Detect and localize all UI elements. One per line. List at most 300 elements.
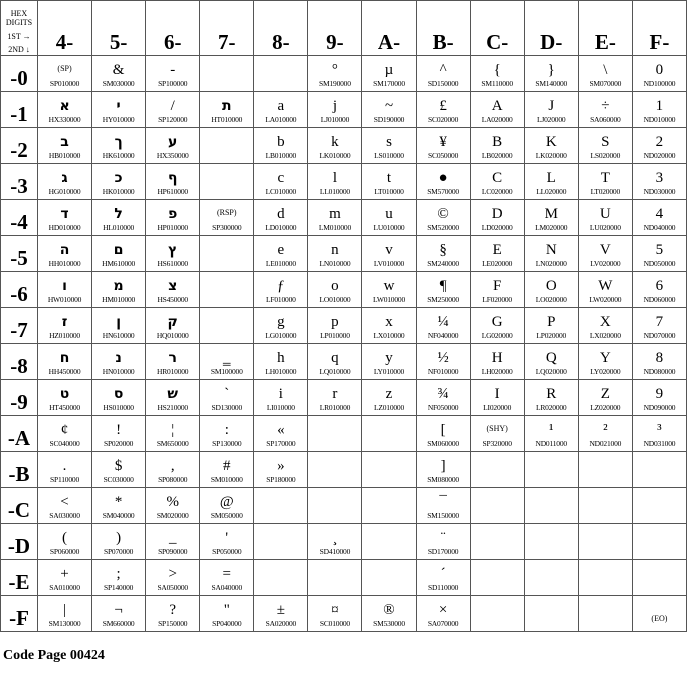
column-header-row [1,1,687,56]
graphic-char-id: LG020000 [481,331,513,340]
column-header: B- [416,1,470,56]
code-cell [200,272,254,308]
character-glyph [362,468,415,485]
character-glyph: A [491,98,503,114]
graphic-char-id: SP110000 [50,475,80,484]
character-glyph: C [492,170,503,186]
character-glyph: v [385,242,393,258]
code-cell [308,308,362,344]
character-glyph: P [547,314,556,330]
code-cell [254,200,308,236]
graphic-char-id [471,629,524,631]
character-glyph: ¢ [60,422,69,438]
character-glyph: ; [116,566,121,582]
character-glyph: c [277,170,285,186]
character-glyph [633,468,686,485]
character-glyph: s [386,134,392,150]
character-glyph: E [492,242,502,258]
code-cell [92,344,146,380]
code-cell [524,56,578,92]
code-cell [146,236,200,272]
character-glyph: V [599,242,611,258]
graphic-char-id: SC040000 [49,439,80,448]
table-row [1,380,687,416]
character-glyph: ¶ [439,278,447,294]
character-glyph: 6 [655,278,664,294]
code-cell [470,236,524,272]
graphic-char-id: HM610000 [102,259,136,268]
graphic-char-id: HN610000 [102,331,135,340]
code-cell [362,416,416,452]
graphic-char-id: SA030000 [49,511,80,520]
character-glyph: 4 [655,206,664,222]
graphic-char-id: SP170000 [266,439,296,448]
code-cell [362,344,416,380]
graphic-char-id: LZ010000 [373,403,405,412]
code-cell [470,560,524,596]
first-digit-label: 1ST → [7,32,31,41]
graphic-char-id: SD130000 [211,403,243,412]
graphic-char-id: SM170000 [373,79,405,88]
code-cell [254,92,308,128]
code-cell [146,344,200,380]
character-glyph: ה [59,242,70,258]
character-glyph: ƒ [277,278,285,294]
code-cell [578,416,632,452]
code-cell [524,272,578,308]
character-glyph: ^ [439,62,447,78]
graphic-char-id: LL010000 [319,187,350,196]
code-cell [632,524,686,560]
graphic-char-id: HB010000 [48,151,81,160]
column-header: E- [578,1,632,56]
graphic-char-id: SC030000 [103,475,134,484]
code-cell [578,380,632,416]
code-cell [200,380,254,416]
character-glyph: \ [603,62,608,78]
graphic-char-id: SP130000 [212,439,242,448]
graphic-char-id: ND020000 [643,151,676,160]
graphic-char-id: HH450000 [48,367,81,376]
code-cell [146,452,200,488]
code-cell [92,164,146,200]
code-cell [632,128,686,164]
code-cell [308,56,362,92]
code-cell [146,308,200,344]
code-cell [200,524,254,560]
code-cell [146,380,200,416]
character-glyph: ` [224,386,230,402]
character-glyph [308,468,361,485]
code-cell [416,488,470,524]
character-glyph: R [546,386,557,402]
code-cell [416,560,470,596]
graphic-char-id: HD010000 [48,223,81,232]
character-glyph: (SP) [57,64,72,73]
graphic-char-id [633,629,686,631]
code-cell [632,56,686,92]
graphic-char-id: SM520000 [427,223,459,232]
graphic-char-id: LA020000 [481,115,513,124]
character-glyph: b [277,134,285,150]
graphic-char-id: SC050000 [428,151,459,160]
character-glyph: ו [62,278,67,294]
code-cell [632,416,686,452]
code-cell [92,452,146,488]
character-glyph: ג [61,170,68,186]
code-cell [524,308,578,344]
graphic-char-id: SA020000 [265,619,297,628]
code-cell [38,200,92,236]
character-glyph: µ [384,62,394,78]
graphic-char-id: LK020000 [535,151,567,160]
code-cell [632,452,686,488]
graphic-char-id: LS020000 [590,151,621,160]
code-cell [578,524,632,560]
graphic-char-id: HY010000 [102,115,135,124]
code-cell [632,488,686,524]
character-glyph [471,468,524,485]
character-glyph: ± [276,602,285,618]
character-glyph [362,432,415,449]
graphic-char-id: SA060000 [590,115,621,124]
code-cell [254,524,308,560]
graphic-char-id: SM660000 [102,619,135,628]
character-glyph: £ [439,98,447,114]
character-glyph: } [547,62,555,78]
code-cell [524,200,578,236]
character-glyph: ¬ [114,602,123,618]
character-glyph: נ [115,350,122,366]
character-glyph: צ [168,278,178,294]
character-glyph: ן [116,314,122,330]
code-cell [416,308,470,344]
graphic-char-id: HS450000 [157,295,188,304]
character-glyph: z [385,386,393,402]
code-cell [470,200,524,236]
code-cell [92,308,146,344]
character-glyph: @ [219,494,234,510]
graphic-char-id: HX350000 [156,151,189,160]
character-glyph [471,540,524,557]
character-glyph: 5 [655,242,664,258]
character-glyph: ¯ [439,494,447,510]
graphic-char-id: SP300000 [212,223,242,232]
code-cell [200,344,254,380]
table-row [1,596,687,632]
graphic-char-id: LM010000 [318,223,351,232]
graphic-char-id: SM050000 [210,511,243,520]
graphic-char-id: SM650000 [156,439,189,448]
code-cell [362,380,416,416]
character-glyph: (EO) [651,614,668,623]
character-glyph [579,576,632,593]
graphic-char-id: HK610000 [102,151,135,160]
table-row [1,92,687,128]
character-glyph: K [545,134,557,150]
character-glyph: ק [167,314,178,330]
code-cell [146,488,200,524]
character-glyph: $ [114,458,123,474]
character-glyph [308,504,361,521]
column-header: 9- [308,1,362,56]
graphic-char-id: SM100000 [210,367,243,376]
code-cell [578,560,632,596]
row-header: -C [1,488,38,524]
code-cell [524,344,578,380]
graphic-char-id: SM040000 [102,511,135,520]
graphic-char-id: ND090000 [643,403,676,412]
code-cell [578,596,632,632]
code-cell [416,524,470,560]
character-glyph [525,504,578,521]
code-cell [362,272,416,308]
graphic-char-id: NF010000 [427,367,459,376]
character-glyph: M [544,206,558,222]
character-glyph [254,540,307,557]
character-glyph: ש [167,386,178,402]
graphic-char-id: HP010000 [157,223,188,232]
table-row [1,452,687,488]
row-header: -6 [1,272,38,308]
graphic-char-id: LY020000 [590,367,621,376]
character-glyph: ´ [440,566,446,582]
character-glyph: ] [440,458,446,474]
character-glyph: l [332,170,338,186]
code-cell [632,560,686,596]
code-cell [362,200,416,236]
graphic-char-id: ND030000 [643,187,676,196]
code-cell [146,128,200,164]
code-cell [416,56,470,92]
character-glyph: r [332,386,338,402]
character-glyph [200,72,253,89]
code-cell [254,56,308,92]
graphic-char-id: HP610000 [157,187,188,196]
character-glyph: ת [221,98,232,114]
graphic-char-id: SA010000 [49,583,80,592]
code-cell [92,560,146,596]
graphic-char-id: HK010000 [102,187,135,196]
character-glyph: ץ [168,242,178,258]
character-glyph: H [491,350,503,366]
character-glyph [200,180,253,197]
code-cell [632,164,686,200]
character-glyph [471,576,524,593]
character-glyph: ° [331,62,338,78]
code-cell [632,308,686,344]
graphic-char-id: HQ010000 [156,331,189,340]
code-cell [632,92,686,128]
character-glyph: ~ [384,98,394,114]
graphic-char-id: SA070000 [427,619,459,628]
code-cell [362,524,416,560]
character-glyph: { [493,62,501,78]
character-glyph: > [168,566,177,582]
character-glyph: 7 [655,314,664,330]
table-row [1,128,687,164]
code-cell [146,200,200,236]
character-glyph: 0 [655,62,664,78]
graphic-char-id: SP140000 [103,583,134,592]
code-cell [470,488,524,524]
graphic-char-id: SD190000 [373,115,405,124]
code-cell [524,524,578,560]
character-glyph: א [59,98,70,114]
code-cell [38,272,92,308]
character-glyph: # [223,458,231,474]
character-glyph [362,576,415,593]
graphic-char-id: SA050000 [157,583,188,592]
code-cell [92,416,146,452]
code-cell [632,596,686,632]
graphic-char-id: SP150000 [158,619,188,628]
table-row [1,416,687,452]
graphic-char-id: LR020000 [536,403,567,412]
code-cell [200,596,254,632]
code-cell [416,128,470,164]
code-cell [308,200,362,236]
character-glyph [254,576,307,593]
graphic-char-id: LI020000 [483,403,512,412]
graphic-char-id: LW020000 [589,295,622,304]
character-glyph: e [277,242,285,258]
hex-digits-corner [1,1,38,56]
code-cell [578,236,632,272]
graphic-char-id: HG010000 [48,187,81,196]
graphic-char-id: LX010000 [373,331,405,340]
row-header: -E [1,560,38,596]
graphic-char-id: NF050000 [427,403,459,412]
row-header: -3 [1,164,38,200]
row-header: -8 [1,344,38,380]
graphic-char-id: LQ020000 [535,367,567,376]
character-glyph: q [331,350,339,366]
character-glyph: N [545,242,557,258]
code-cell [362,128,416,164]
graphic-char-id: LT020000 [590,187,620,196]
code-cell [416,344,470,380]
graphic-char-id: HS010000 [103,403,134,412]
code-cell [38,560,92,596]
character-glyph: ‗ [223,350,231,366]
code-cell [146,416,200,452]
code-cell [362,308,416,344]
code-cell [146,596,200,632]
character-glyph: ¼ [437,314,449,330]
code-cell [92,128,146,164]
graphic-char-id: SM020000 [156,511,189,520]
code-cell [470,416,524,452]
character-glyph: | [63,602,67,618]
character-glyph: k [331,134,339,150]
character-glyph: " [223,602,230,618]
table-row [1,164,687,200]
character-glyph: I [494,386,500,402]
graphic-char-id: SD150000 [427,79,459,88]
character-glyph [471,612,524,629]
character-glyph: , [170,458,175,474]
graphic-char-id: HS210000 [157,403,188,412]
code-cell [92,236,146,272]
character-glyph: J [548,98,555,114]
graphic-char-id: LO020000 [535,295,567,304]
code-cell [524,236,578,272]
graphic-char-id: HZ010000 [49,331,80,340]
character-glyph: ! [116,422,122,438]
graphic-char-id: LN010000 [319,259,351,268]
code-cell [38,380,92,416]
graphic-char-id: SC010000 [319,619,350,628]
code-cell [254,452,308,488]
code-cell [146,272,200,308]
graphic-char-id: LW010000 [373,295,406,304]
graphic-char-id: LP010000 [320,331,350,340]
character-glyph: G [491,314,503,330]
character-glyph: ? [169,602,177,618]
code-cell [416,164,470,200]
graphic-char-id: LF020000 [482,295,512,304]
graphic-char-id: ND031000 [643,439,676,448]
graphic-char-id: SP320000 [482,439,512,448]
graphic-char-id: HT010000 [211,115,243,124]
code-cell [632,272,686,308]
code-cell [578,56,632,92]
character-glyph [254,72,307,89]
code-cell [92,524,146,560]
character-glyph [308,576,361,593]
code-cell [254,272,308,308]
code-cell [200,236,254,272]
code-cell [38,56,92,92]
table-row [1,344,687,380]
character-glyph: w [383,278,395,294]
character-glyph: t [386,170,392,186]
character-glyph: _ [168,530,177,546]
graphic-char-id: HL010000 [103,223,135,232]
row-header: -D [1,524,38,560]
graphic-char-id: ND011000 [535,439,567,448]
code-cell [254,128,308,164]
character-glyph: ט [59,386,70,402]
character-glyph [254,504,307,521]
character-glyph: ¹ [548,422,554,438]
code-cell [254,236,308,272]
character-glyph: a [277,98,285,114]
code-cell [416,596,470,632]
character-glyph: - [170,62,176,78]
character-glyph: * [114,494,123,510]
code-cell [38,452,92,488]
character-glyph: ÷ [601,98,610,114]
character-glyph: ח [59,350,70,366]
graphic-char-id: SM190000 [319,79,351,88]
character-glyph: ל [114,206,123,222]
graphic-char-id [579,629,632,631]
graphic-char-id: LO010000 [319,295,351,304]
character-glyph: ף [167,170,178,186]
graphic-char-id: ND070000 [643,331,676,340]
table-row [1,488,687,524]
graphic-char-id: SM150000 [427,511,459,520]
column-header: 8- [254,1,308,56]
graphic-char-id: SD410000 [319,547,351,556]
code-cell [470,380,524,416]
graphic-char-id: SP100000 [158,79,188,88]
column-header: 7- [200,1,254,56]
code-cell [38,164,92,200]
character-glyph [200,288,253,305]
